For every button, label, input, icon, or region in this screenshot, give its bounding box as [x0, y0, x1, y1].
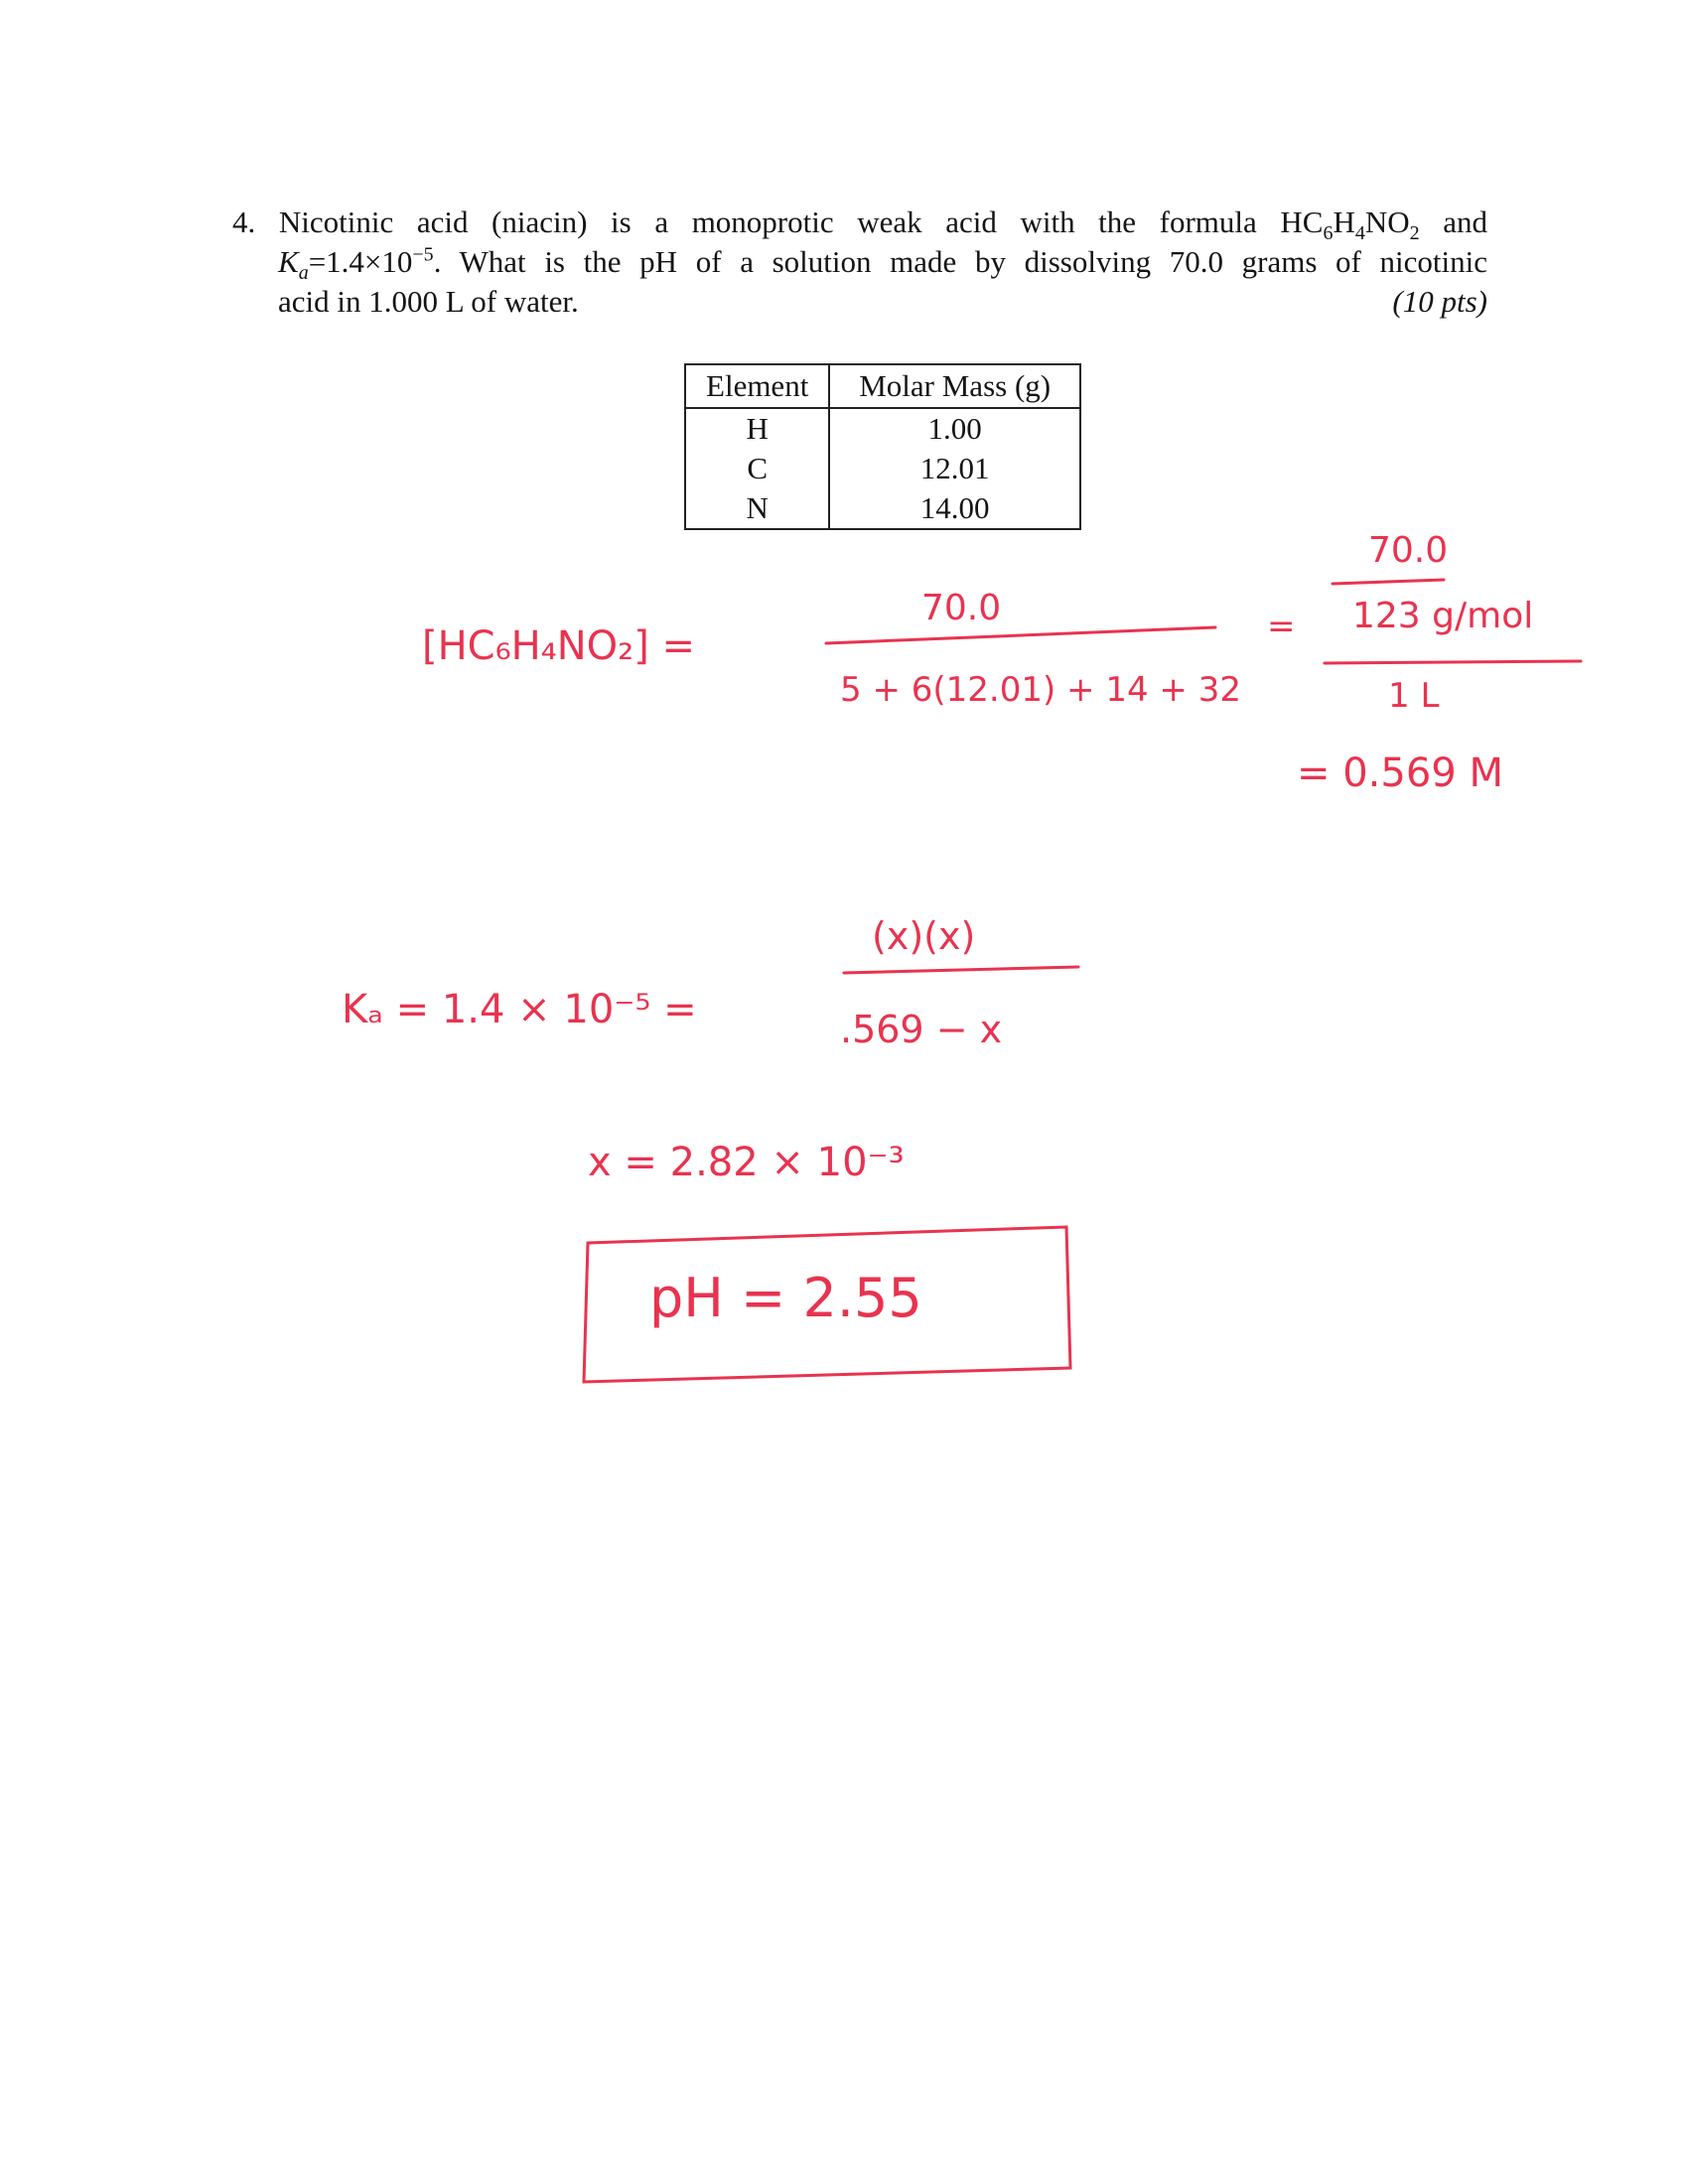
fraction-bar-3: [844, 967, 1078, 973]
question-line-3: acid in 1.000 L of water. (10 pts): [278, 282, 1487, 322]
fraction-2-middle: 123 g/mol: [1352, 596, 1534, 636]
fraction-1-denominator: 5 + 6(12.01) + 14 + 32: [840, 670, 1241, 710]
question-line-2: $K_a=1.4\times 10^{-5}$. What is the pH of a solution made by dissolving 70.0 grams of nicotinic: [278, 243, 1487, 285]
fraction-3-denominator: .569 − x: [840, 1008, 1003, 1051]
fraction-bar-2b: [1325, 661, 1581, 663]
fraction-1-numerator: 70.0: [921, 588, 1002, 628]
x-result: x = 2.82 × 10⁻³: [588, 1140, 905, 1185]
table-header-cell: Element: [685, 364, 829, 408]
question-line-1: 4. Nicotinic acid (niacin) is a monoprotic weak acid with the formula $HC_6H_4NO_2$ and: [232, 205, 1488, 245]
ka-label: Kₐ = 1.4 × 10⁻⁵ =: [342, 987, 697, 1032]
fraction-2-denominator: 1 L: [1388, 676, 1440, 716]
table-cell: C: [685, 449, 829, 488]
table-cell: 14.00: [829, 488, 1080, 529]
fraction-3-numerator: (x)(x): [872, 914, 976, 958]
table-cell: N: [685, 488, 829, 529]
fraction-bar-2a: [1333, 580, 1444, 584]
fraction-2-numerator: 70.0: [1368, 530, 1449, 571]
fraction-bar-1: [826, 627, 1215, 643]
ph-answer: pH = 2.55: [649, 1267, 922, 1329]
table-cell: 12.01: [829, 449, 1080, 488]
table-cell: 1.00: [829, 408, 1080, 449]
table-header-cell: Molar Mass (g): [829, 364, 1080, 408]
concentration-label: [HC₆H₄NO₂] =: [422, 623, 696, 669]
formula: $HC_6H_4NO_2$: [1280, 205, 1420, 245]
points-label: (10 pts): [1392, 284, 1487, 319]
concentration-result: = 0.569 M: [1297, 751, 1503, 796]
table-cell: H: [685, 408, 829, 449]
equals-sign: =: [1267, 607, 1296, 646]
